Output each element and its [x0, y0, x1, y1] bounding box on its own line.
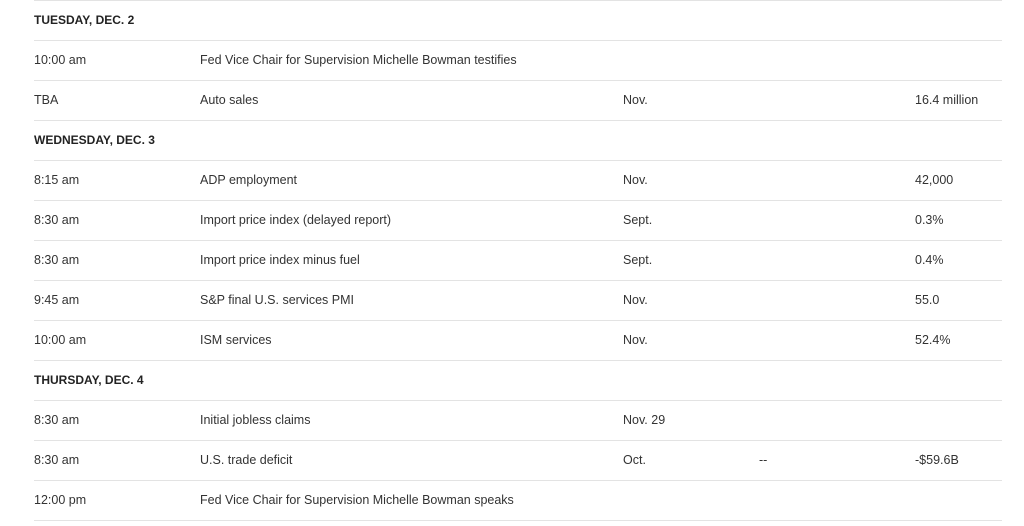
table-row [34, 441, 1002, 481]
table-row [34, 281, 1002, 321]
event-time: 8:30 am [34, 213, 80, 227]
event-time: TBA [34, 93, 59, 107]
day-header: WEDNESDAY, DEC. 3 [34, 133, 155, 147]
event-name: U.S. trade deficit [200, 453, 293, 467]
event-period: Oct. [623, 453, 646, 467]
table-row [34, 201, 1002, 241]
event-name: Fed Vice Chair for Supervision Michelle Bowman speaks [200, 493, 514, 507]
event-time: 10:00 am [34, 53, 87, 67]
event-time: 8:15 am [34, 173, 80, 187]
event-name: Import price index (delayed report) [200, 213, 392, 227]
event-time: 8:30 am [34, 253, 80, 267]
economic-calendar-table [34, 0, 1002, 521]
event-name: Import price index minus fuel [200, 253, 360, 267]
day-header: THURSDAY, DEC. 4 [34, 373, 144, 387]
event-name: ISM services [200, 333, 272, 347]
event-previous: -$59.6B [915, 453, 959, 467]
event-name: Auto sales [200, 93, 259, 107]
table-row [34, 241, 1002, 281]
event-previous: 52.4% [915, 333, 951, 347]
table-row [34, 41, 1002, 81]
table-row [34, 401, 1002, 441]
event-previous: 0.3% [915, 213, 944, 227]
table-row [34, 321, 1002, 361]
event-period: Sept. [623, 253, 653, 267]
event-period: Nov. [623, 333, 648, 347]
event-name: S&P final U.S. services PMI [200, 293, 354, 307]
event-period: Sept. [623, 213, 653, 227]
event-previous: 42,000 [915, 173, 954, 187]
event-time: 8:30 am [34, 453, 80, 467]
event-forecast: -- [759, 453, 768, 467]
table-row [34, 481, 1002, 521]
event-name: Fed Vice Chair for Supervision Michelle Bowman testifies [200, 53, 517, 67]
day-header-row [34, 361, 1002, 401]
event-time: 12:00 pm [34, 493, 87, 507]
table-row [34, 81, 1002, 121]
event-name: Initial jobless claims [200, 413, 311, 427]
event-previous: 0.4% [915, 253, 944, 267]
event-period: Nov. 29 [623, 413, 666, 427]
table-row [34, 161, 1002, 201]
event-previous: 55.0 [915, 293, 940, 307]
event-previous: 16.4 million [915, 93, 979, 107]
event-time: 9:45 am [34, 293, 80, 307]
event-name: ADP employment [200, 173, 298, 187]
day-header: TUESDAY, DEC. 2 [34, 13, 135, 27]
event-time: 8:30 am [34, 413, 80, 427]
event-time: 10:00 am [34, 333, 87, 347]
event-period: Nov. [623, 93, 648, 107]
event-period: Nov. [623, 173, 648, 187]
day-header-row [34, 1, 1002, 41]
day-header-row [34, 121, 1002, 161]
event-period: Nov. [623, 293, 648, 307]
